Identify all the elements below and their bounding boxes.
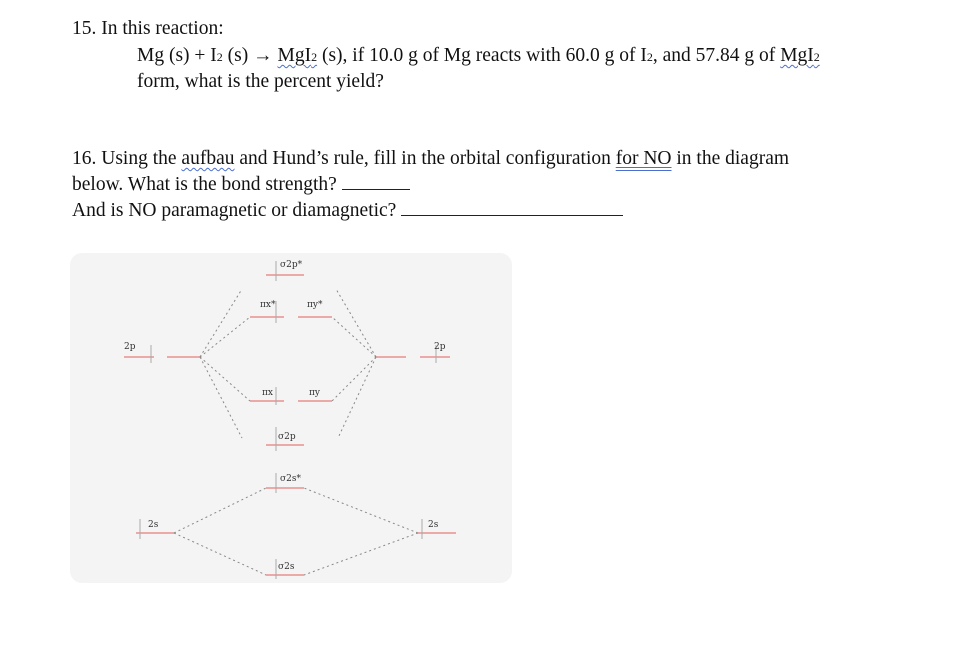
pi-y-star-label: πy*: [307, 300, 323, 310]
q15-mgi2-text: MgI2: [277, 45, 318, 66]
q15-sub-c: 2: [646, 50, 653, 64]
bond-strength-blank[interactable]: [342, 175, 410, 190]
q15-heading-text: 15. In this reaction:: [72, 18, 224, 39]
q15-heading: [72, 17, 224, 41]
sigma-2p-label: σ2p: [278, 432, 296, 442]
corr-2s-left-down: [174, 533, 266, 575]
mo-diagram-svg: [70, 253, 512, 583]
q16-bond-strength-text: below. What is the bond strength?: [72, 174, 342, 195]
q16-magnetic-text: And is NO paramagnetic or diamagnetic?: [72, 200, 402, 221]
left-2s-label: 2s: [148, 520, 159, 530]
corr-2s-left-up: [174, 488, 266, 533]
pi-x-star-label: πx*: [260, 300, 276, 310]
q16-line3: [72, 199, 623, 223]
q15-mg-text: Mg (s) + I: [137, 45, 217, 66]
corr-2s-right-down: [304, 533, 418, 575]
corr-2p-left-up-a: [200, 289, 242, 357]
corr-2p-left-up-b: [200, 317, 250, 357]
corr-2p-right-down-a: [332, 357, 376, 401]
q15-rest2-text: , and 57.84 g of: [652, 45, 781, 66]
q15-rest-text: (s), if 10.0 g of Mg reacts with 60.0 g of I: [317, 45, 647, 66]
right-2s-label: 2s: [428, 520, 439, 530]
q16-aufbau: aufbau: [181, 148, 235, 169]
sigma-2p-star-label: σ2p*: [280, 260, 303, 270]
corr-2p-right-up-a: [336, 289, 376, 357]
left-2p-label: 2p: [124, 342, 136, 352]
corr-2p-left-down-b: [200, 357, 242, 438]
q16-line2: [72, 173, 410, 197]
sigma-2s-label: σ2s: [278, 562, 295, 572]
corr-2p-right-up-b: [332, 317, 376, 357]
q15-mgi2b-text: MgI2: [780, 45, 820, 66]
magnetic-blank[interactable]: [401, 201, 623, 216]
mo-diagram: [70, 253, 512, 583]
q15-equation-line: [137, 44, 820, 69]
q15-mid-text: (s) →: [222, 45, 278, 66]
pi-y-label: πy: [309, 388, 320, 398]
q16-p2: and Hund’s rule, fill in the orbital configuration: [234, 148, 616, 169]
corr-2p-right-down-b: [338, 357, 376, 438]
right-2p-label: 2p: [434, 342, 446, 352]
sigma-2s-star-label: σ2s*: [280, 474, 301, 484]
q16-for-no: for NO: [615, 148, 672, 169]
q15-question-line: [137, 70, 384, 94]
q16-p3: in the diagram: [671, 148, 790, 169]
corr-2p-left-down-a: [200, 357, 250, 401]
q15-sub-a: 2: [216, 50, 223, 64]
pi-x-label: πx: [262, 388, 273, 398]
correlation-lines: [174, 289, 418, 575]
corr-2s-right-up: [304, 488, 418, 533]
q16-line1: [72, 147, 789, 171]
q15-question-text: form, what is the percent yield?: [137, 71, 384, 92]
q16-p1: 16. Using the: [72, 148, 182, 169]
